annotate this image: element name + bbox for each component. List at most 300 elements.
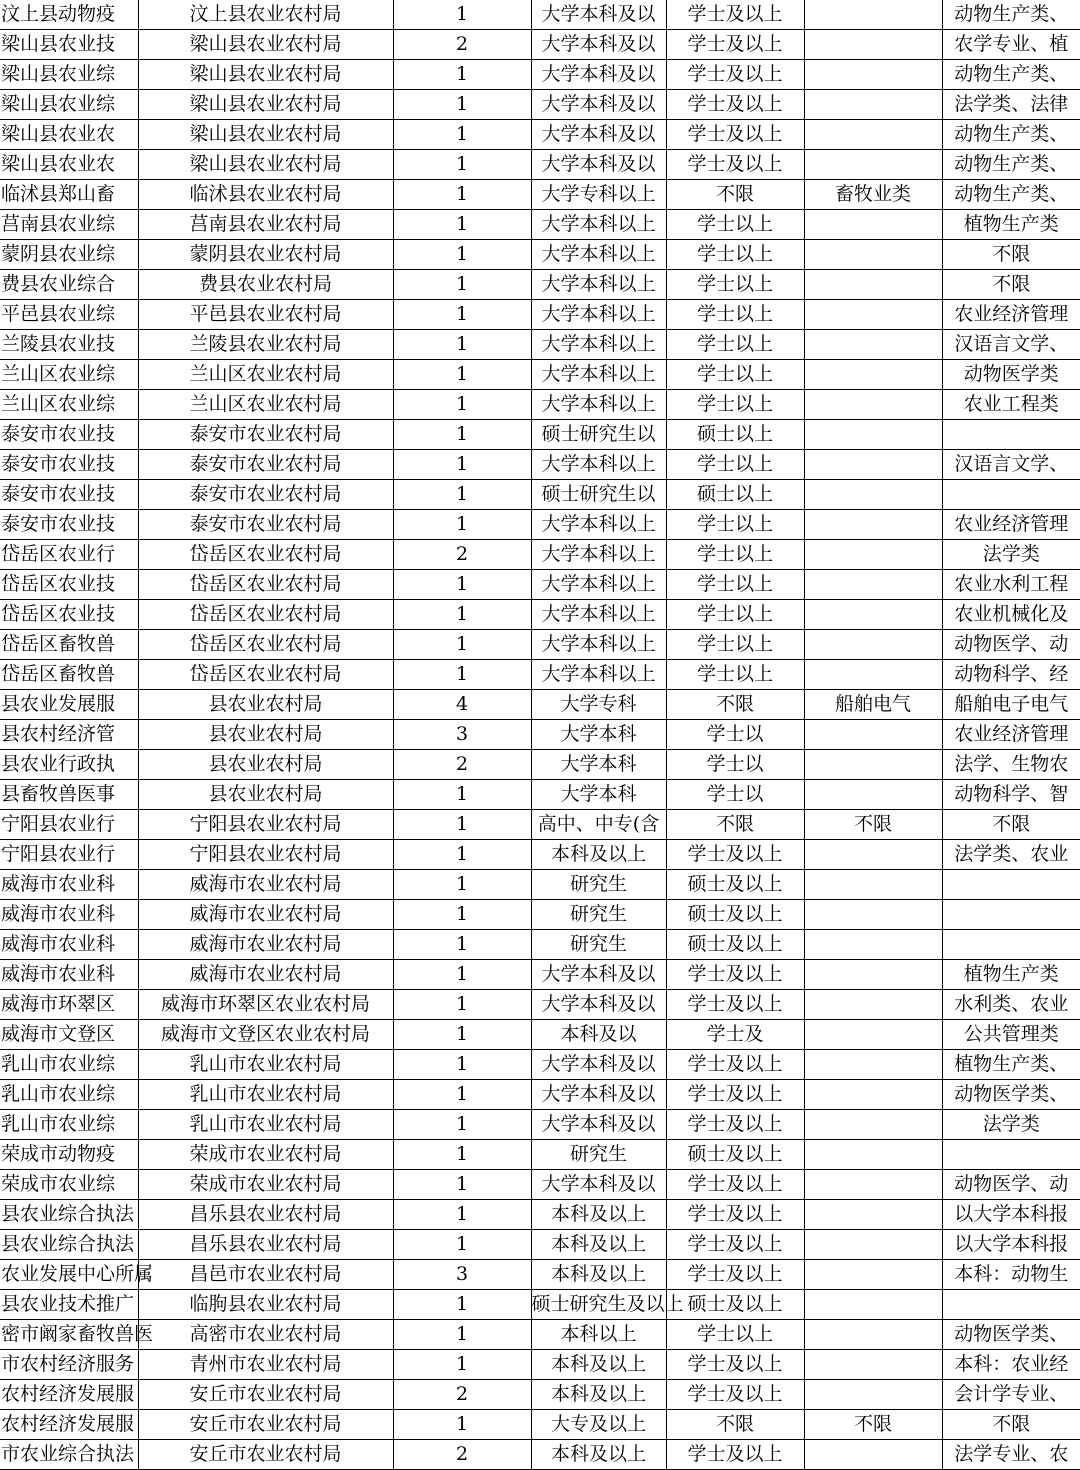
education-cell: 大学本科及以	[531, 120, 666, 150]
position-cell: 岱岳区农业行	[0, 540, 138, 570]
headcount-cell: 1	[393, 510, 531, 540]
major-cell: 动物医学、动	[942, 1170, 1080, 1200]
major-cell: 动物医学类	[942, 360, 1080, 390]
degree-cell: 硕士及以上	[666, 900, 804, 930]
table-row	[0, 1170, 1080, 1200]
department-cell: 安丘市农业农村局	[138, 1440, 393, 1470]
vocational-major-cell	[804, 1110, 942, 1140]
major-cell: 农业经济管理	[942, 720, 1080, 750]
position-cell: 威海市环翠区	[0, 990, 138, 1020]
degree-cell: 学士及以上	[666, 1440, 804, 1470]
headcount-cell: 3	[393, 1260, 531, 1290]
position-cell: 莒南县农业综	[0, 210, 138, 240]
table-row	[0, 1320, 1080, 1350]
position-cell: 乳山市农业综	[0, 1110, 138, 1140]
headcount-cell: 1	[393, 180, 531, 210]
headcount-cell: 1	[393, 900, 531, 930]
position-cell: 乳山市农业综	[0, 1080, 138, 1110]
department-cell: 梁山县农业农村局	[138, 30, 393, 60]
degree-cell: 学士及以上	[666, 120, 804, 150]
headcount-cell: 1	[393, 480, 531, 510]
department-cell: 梁山县农业农村局	[138, 90, 393, 120]
table-row	[0, 330, 1080, 360]
department-cell: 岱岳区农业农村局	[138, 660, 393, 690]
position-cell: 市农村经济服务	[0, 1350, 138, 1380]
department-cell: 临朐县农业农村局	[138, 1290, 393, 1320]
position-cell: 县农业行政执	[0, 750, 138, 780]
department-cell: 乳山市农业农村局	[138, 1050, 393, 1080]
department-cell: 荣成市农业农村局	[138, 1170, 393, 1200]
education-cell: 大学本科以上	[531, 630, 666, 660]
table-row	[0, 1020, 1080, 1050]
major-cell: 动物医学、动	[942, 630, 1080, 660]
position-cell: 农村经济发展服	[0, 1380, 138, 1410]
headcount-cell: 1	[393, 60, 531, 90]
table-row	[0, 1050, 1080, 1080]
vocational-major-cell	[804, 330, 942, 360]
headcount-cell: 1	[393, 270, 531, 300]
vocational-major-cell	[804, 120, 942, 150]
degree-cell: 学士以上	[666, 1320, 804, 1350]
table-row	[0, 1350, 1080, 1380]
position-cell: 兰山区农业综	[0, 360, 138, 390]
table-row	[0, 780, 1080, 810]
vocational-major-cell	[804, 1350, 942, 1380]
table-row	[0, 0, 1080, 30]
table-row	[0, 480, 1080, 510]
education-cell: 高中、中专(含	[531, 810, 666, 840]
headcount-cell: 1	[393, 630, 531, 660]
table-row	[0, 810, 1080, 840]
position-cell: 泰安市农业技	[0, 480, 138, 510]
education-cell: 大学本科及以	[531, 90, 666, 120]
vocational-major-cell	[804, 60, 942, 90]
degree-cell: 硕士以上	[666, 420, 804, 450]
major-cell: 不限	[942, 1410, 1080, 1440]
department-cell: 高密市农业农村局	[138, 1320, 393, 1350]
major-cell: 动物生产类、	[942, 0, 1080, 30]
degree-cell: 学士以上	[666, 510, 804, 540]
headcount-cell: 1	[393, 840, 531, 870]
table-row	[0, 960, 1080, 990]
degree-cell: 学士及以上	[666, 30, 804, 60]
table-row	[0, 660, 1080, 690]
vocational-major-cell	[804, 1050, 942, 1080]
position-cell: 威海市农业科	[0, 900, 138, 930]
education-cell: 本科及以上	[531, 1440, 666, 1470]
position-cell: 威海市农业科	[0, 870, 138, 900]
position-cell: 县农业发展服	[0, 690, 138, 720]
major-cell: 植物生产类、	[942, 1050, 1080, 1080]
education-cell: 大学本科及以	[531, 990, 666, 1020]
headcount-cell: 2	[393, 30, 531, 60]
major-cell	[942, 930, 1080, 960]
department-cell: 县农业农村局	[138, 720, 393, 750]
major-cell: 农业水利工程	[942, 570, 1080, 600]
education-cell: 本科及以上	[531, 1380, 666, 1410]
degree-cell: 学士及	[666, 1020, 804, 1050]
education-cell: 大学本科及以	[531, 0, 666, 30]
position-cell: 兰陵县农业技	[0, 330, 138, 360]
table-row	[0, 30, 1080, 60]
position-cell: 荣成市动物疫	[0, 1140, 138, 1170]
headcount-cell: 1	[393, 390, 531, 420]
department-cell: 宁阳县农业农村局	[138, 840, 393, 870]
degree-cell: 学士及以上	[666, 1050, 804, 1080]
major-cell: 公共管理类	[942, 1020, 1080, 1050]
education-cell: 研究生	[531, 900, 666, 930]
major-cell: 植物生产类	[942, 210, 1080, 240]
vocational-major-cell	[804, 780, 942, 810]
position-cell: 梁山县农业技	[0, 30, 138, 60]
education-cell: 大学本科以上	[531, 270, 666, 300]
table-row	[0, 720, 1080, 750]
major-cell	[942, 1140, 1080, 1170]
major-cell: 法学专业、农	[942, 1440, 1080, 1470]
department-cell: 县农业农村局	[138, 690, 393, 720]
department-cell: 梁山县农业农村局	[138, 150, 393, 180]
headcount-cell: 1	[393, 210, 531, 240]
education-cell: 大学本科以上	[531, 600, 666, 630]
headcount-cell: 1	[393, 960, 531, 990]
headcount-cell: 1	[393, 450, 531, 480]
vocational-major-cell	[804, 240, 942, 270]
department-cell: 威海市农业农村局	[138, 870, 393, 900]
headcount-cell: 1	[393, 120, 531, 150]
position-cell: 梁山县农业综	[0, 90, 138, 120]
table-row	[0, 750, 1080, 780]
education-cell: 本科及以上	[531, 1260, 666, 1290]
degree-cell: 学士以上	[666, 630, 804, 660]
education-cell: 大学本科及以	[531, 960, 666, 990]
education-cell: 大学本科及以	[531, 1080, 666, 1110]
vocational-major-cell	[804, 510, 942, 540]
department-cell: 岱岳区农业农村局	[138, 570, 393, 600]
degree-cell: 学士以上	[666, 660, 804, 690]
education-cell: 大学本科及以	[531, 1050, 666, 1080]
education-cell: 大学本科以上	[531, 660, 666, 690]
vocational-major-cell	[804, 1380, 942, 1410]
vocational-major-cell	[804, 270, 942, 300]
major-cell: 法学类、法律	[942, 90, 1080, 120]
table-row	[0, 150, 1080, 180]
major-cell: 汉语言文学、	[942, 330, 1080, 360]
department-cell: 岱岳区农业农村局	[138, 600, 393, 630]
department-cell: 威海市环翠区农业农村局	[138, 990, 393, 1020]
headcount-cell: 1	[393, 990, 531, 1020]
education-cell: 大学本科以上	[531, 360, 666, 390]
position-cell: 威海市农业科	[0, 930, 138, 960]
headcount-cell: 1	[393, 420, 531, 450]
major-cell: 水利类、农业	[942, 990, 1080, 1020]
department-cell: 泰安市农业农村局	[138, 480, 393, 510]
degree-cell: 学士及以上	[666, 1260, 804, 1290]
table-row	[0, 840, 1080, 870]
degree-cell: 硕士及以上	[666, 1140, 804, 1170]
major-cell: 农业经济管理	[942, 300, 1080, 330]
headcount-cell: 1	[393, 810, 531, 840]
vocational-major-cell: 不限	[804, 810, 942, 840]
headcount-cell: 1	[393, 1050, 531, 1080]
position-cell: 威海市农业科	[0, 960, 138, 990]
department-cell: 青州市农业农村局	[138, 1350, 393, 1380]
vocational-major-cell	[804, 720, 942, 750]
education-cell: 大学本科以上	[531, 390, 666, 420]
education-cell: 硕士研究生以	[531, 480, 666, 510]
major-cell	[942, 870, 1080, 900]
headcount-cell: 2	[393, 1440, 531, 1470]
vocational-major-cell	[804, 1440, 942, 1470]
position-cell: 县农村经济管	[0, 720, 138, 750]
vocational-major-cell: 不限	[804, 1410, 942, 1440]
education-cell: 硕士研究生及以上	[531, 1290, 666, 1320]
department-cell: 汶上县农业农村局	[138, 0, 393, 30]
education-cell: 大学本科及以	[531, 1110, 666, 1140]
table-row	[0, 570, 1080, 600]
major-cell: 动物医学类、	[942, 1320, 1080, 1350]
major-cell: 农业经济管理	[942, 510, 1080, 540]
position-cell: 梁山县农业农	[0, 120, 138, 150]
headcount-cell: 1	[393, 90, 531, 120]
department-cell: 莒南县农业农村局	[138, 210, 393, 240]
headcount-cell: 1	[393, 1230, 531, 1260]
education-cell: 大学本科及以	[531, 30, 666, 60]
department-cell: 岱岳区农业农村局	[138, 540, 393, 570]
table-row	[0, 630, 1080, 660]
vocational-major-cell	[804, 840, 942, 870]
table-row	[0, 300, 1080, 330]
headcount-cell: 3	[393, 720, 531, 750]
vocational-major-cell	[804, 30, 942, 60]
table-row	[0, 1140, 1080, 1170]
degree-cell: 学士及以上	[666, 1110, 804, 1140]
table-row	[0, 210, 1080, 240]
degree-cell: 学士以上	[666, 570, 804, 600]
position-cell: 平邑县农业综	[0, 300, 138, 330]
education-cell: 大学本科	[531, 720, 666, 750]
degree-cell: 学士以	[666, 720, 804, 750]
vocational-major-cell	[804, 0, 942, 30]
table-row	[0, 120, 1080, 150]
degree-cell: 学士及以上	[666, 1380, 804, 1410]
position-cell: 汶上县动物疫	[0, 0, 138, 30]
department-cell: 县农业农村局	[138, 750, 393, 780]
table-row	[0, 360, 1080, 390]
department-cell: 梁山县农业农村局	[138, 120, 393, 150]
degree-cell: 学士以上	[666, 240, 804, 270]
position-cell: 密市阚家畜牧兽医	[0, 1320, 138, 1350]
education-cell: 本科及以上	[531, 1230, 666, 1260]
department-cell: 临沭县农业农村局	[138, 180, 393, 210]
headcount-cell: 1	[393, 1020, 531, 1050]
major-cell: 动物医学类、	[942, 1080, 1080, 1110]
headcount-cell: 1	[393, 360, 531, 390]
vocational-major-cell	[804, 1290, 942, 1320]
headcount-cell: 1	[393, 1140, 531, 1170]
vocational-major-cell	[804, 1320, 942, 1350]
position-cell: 县农业技术推广	[0, 1290, 138, 1320]
position-cell: 农业发展中心所属	[0, 1260, 138, 1290]
major-cell: 以大学本科报	[942, 1230, 1080, 1260]
major-cell	[942, 1290, 1080, 1320]
table-row	[0, 1200, 1080, 1230]
department-cell: 平邑县农业农村局	[138, 300, 393, 330]
education-cell: 大学本科以上	[531, 330, 666, 360]
degree-cell: 不限	[666, 180, 804, 210]
department-cell: 泰安市农业农村局	[138, 510, 393, 540]
department-cell: 昌乐县农业农村局	[138, 1200, 393, 1230]
degree-cell: 学士以上	[666, 210, 804, 240]
table-row	[0, 1260, 1080, 1290]
degree-cell: 学士以上	[666, 270, 804, 300]
position-cell: 岱岳区畜牧兽	[0, 630, 138, 660]
education-cell: 研究生	[531, 930, 666, 960]
education-cell: 本科以上	[531, 1320, 666, 1350]
position-cell: 荣成市农业综	[0, 1170, 138, 1200]
degree-cell: 学士以	[666, 780, 804, 810]
major-cell: 动物科学、智	[942, 780, 1080, 810]
degree-cell: 学士以上	[666, 600, 804, 630]
department-cell: 兰陵县农业农村局	[138, 330, 393, 360]
department-cell: 威海市文登区农业农村局	[138, 1020, 393, 1050]
position-cell: 乳山市农业综	[0, 1050, 138, 1080]
position-cell: 费县农业综合	[0, 270, 138, 300]
vocational-major-cell	[804, 900, 942, 930]
headcount-cell: 2	[393, 750, 531, 780]
headcount-cell: 1	[393, 0, 531, 30]
degree-cell: 学士及以上	[666, 0, 804, 30]
table-row	[0, 450, 1080, 480]
major-cell	[942, 480, 1080, 510]
department-cell: 泰安市农业农村局	[138, 420, 393, 450]
vocational-major-cell	[804, 930, 942, 960]
major-cell: 不限	[942, 240, 1080, 270]
table-row	[0, 90, 1080, 120]
vocational-major-cell	[804, 1020, 942, 1050]
table-row	[0, 240, 1080, 270]
table-row	[0, 870, 1080, 900]
table-row	[0, 1410, 1080, 1440]
degree-cell: 不限	[666, 690, 804, 720]
position-cell: 泰安市农业技	[0, 450, 138, 480]
headcount-cell: 1	[393, 660, 531, 690]
major-cell: 法学类	[942, 1110, 1080, 1140]
department-cell: 宁阳县农业农村局	[138, 810, 393, 840]
table-row	[0, 1230, 1080, 1260]
headcount-cell: 1	[393, 570, 531, 600]
major-cell	[942, 420, 1080, 450]
major-cell: 会计学专业、	[942, 1380, 1080, 1410]
vocational-major-cell	[804, 630, 942, 660]
degree-cell: 硕士及以上	[666, 870, 804, 900]
headcount-cell: 1	[393, 1080, 531, 1110]
department-cell: 荣成市农业农村局	[138, 1140, 393, 1170]
major-cell: 植物生产类	[942, 960, 1080, 990]
degree-cell: 学士及以上	[666, 840, 804, 870]
education-cell: 大学本科及以	[531, 60, 666, 90]
vocational-major-cell	[804, 1080, 942, 1110]
degree-cell: 硕士以上	[666, 480, 804, 510]
department-cell: 泰安市农业农村局	[138, 450, 393, 480]
degree-cell: 学士以上	[666, 330, 804, 360]
department-cell: 岱岳区农业农村局	[138, 630, 393, 660]
headcount-cell: 4	[393, 690, 531, 720]
vocational-major-cell	[804, 660, 942, 690]
vocational-major-cell	[804, 90, 942, 120]
degree-cell: 学士以上	[666, 540, 804, 570]
headcount-cell: 2	[393, 540, 531, 570]
headcount-cell: 1	[393, 1320, 531, 1350]
major-cell: 农业工程类	[942, 390, 1080, 420]
major-cell: 法学类	[942, 540, 1080, 570]
position-cell: 县农业综合执法	[0, 1200, 138, 1230]
department-cell: 威海市农业农村局	[138, 960, 393, 990]
major-cell: 法学、生物农	[942, 750, 1080, 780]
table-row	[0, 1080, 1080, 1110]
position-cell: 梁山县农业综	[0, 60, 138, 90]
education-cell: 大学本科以上	[531, 570, 666, 600]
position-cell: 泰安市农业技	[0, 420, 138, 450]
table-row	[0, 180, 1080, 210]
education-cell: 硕士研究生以	[531, 420, 666, 450]
vocational-major-cell	[804, 390, 942, 420]
major-cell: 以大学本科报	[942, 1200, 1080, 1230]
degree-cell: 学士及以上	[666, 1350, 804, 1380]
headcount-cell: 1	[393, 1170, 531, 1200]
degree-cell: 不限	[666, 1410, 804, 1440]
education-cell: 大学本科	[531, 780, 666, 810]
education-cell: 本科及以	[531, 1020, 666, 1050]
vocational-major-cell	[804, 210, 942, 240]
vocational-major-cell	[804, 990, 942, 1020]
education-cell: 大学专科	[531, 690, 666, 720]
table-row	[0, 990, 1080, 1020]
table-row	[0, 690, 1080, 720]
table-row	[0, 510, 1080, 540]
education-cell: 研究生	[531, 870, 666, 900]
headcount-cell: 1	[393, 150, 531, 180]
vocational-major-cell	[804, 480, 942, 510]
major-cell: 动物生产类、	[942, 60, 1080, 90]
degree-cell: 学士以	[666, 750, 804, 780]
education-cell: 大学本科以上	[531, 240, 666, 270]
vocational-major-cell	[804, 1260, 942, 1290]
education-cell: 大学专科以上	[531, 180, 666, 210]
position-cell: 岱岳区农业技	[0, 600, 138, 630]
table-row	[0, 900, 1080, 930]
degree-cell: 学士及以上	[666, 90, 804, 120]
major-cell: 动物科学、经	[942, 660, 1080, 690]
degree-cell: 学士及以上	[666, 1200, 804, 1230]
headcount-cell: 1	[393, 240, 531, 270]
headcount-cell: 2	[393, 1380, 531, 1410]
position-cell: 宁阳县农业行	[0, 810, 138, 840]
department-cell: 安丘市农业农村局	[138, 1380, 393, 1410]
degree-cell: 学士以上	[666, 300, 804, 330]
table-row	[0, 1110, 1080, 1140]
degree-cell: 不限	[666, 810, 804, 840]
degree-cell: 学士及以上	[666, 60, 804, 90]
major-cell: 农学专业、植	[942, 30, 1080, 60]
position-cell: 县畜牧兽医事	[0, 780, 138, 810]
vocational-major-cell	[804, 750, 942, 780]
vocational-major-cell: 畜牧业类	[804, 180, 942, 210]
department-cell: 昌乐县农业农村局	[138, 1230, 393, 1260]
table-row	[0, 930, 1080, 960]
table-row	[0, 390, 1080, 420]
education-cell: 大学本科以上	[531, 510, 666, 540]
education-cell: 大专及以上	[531, 1410, 666, 1440]
